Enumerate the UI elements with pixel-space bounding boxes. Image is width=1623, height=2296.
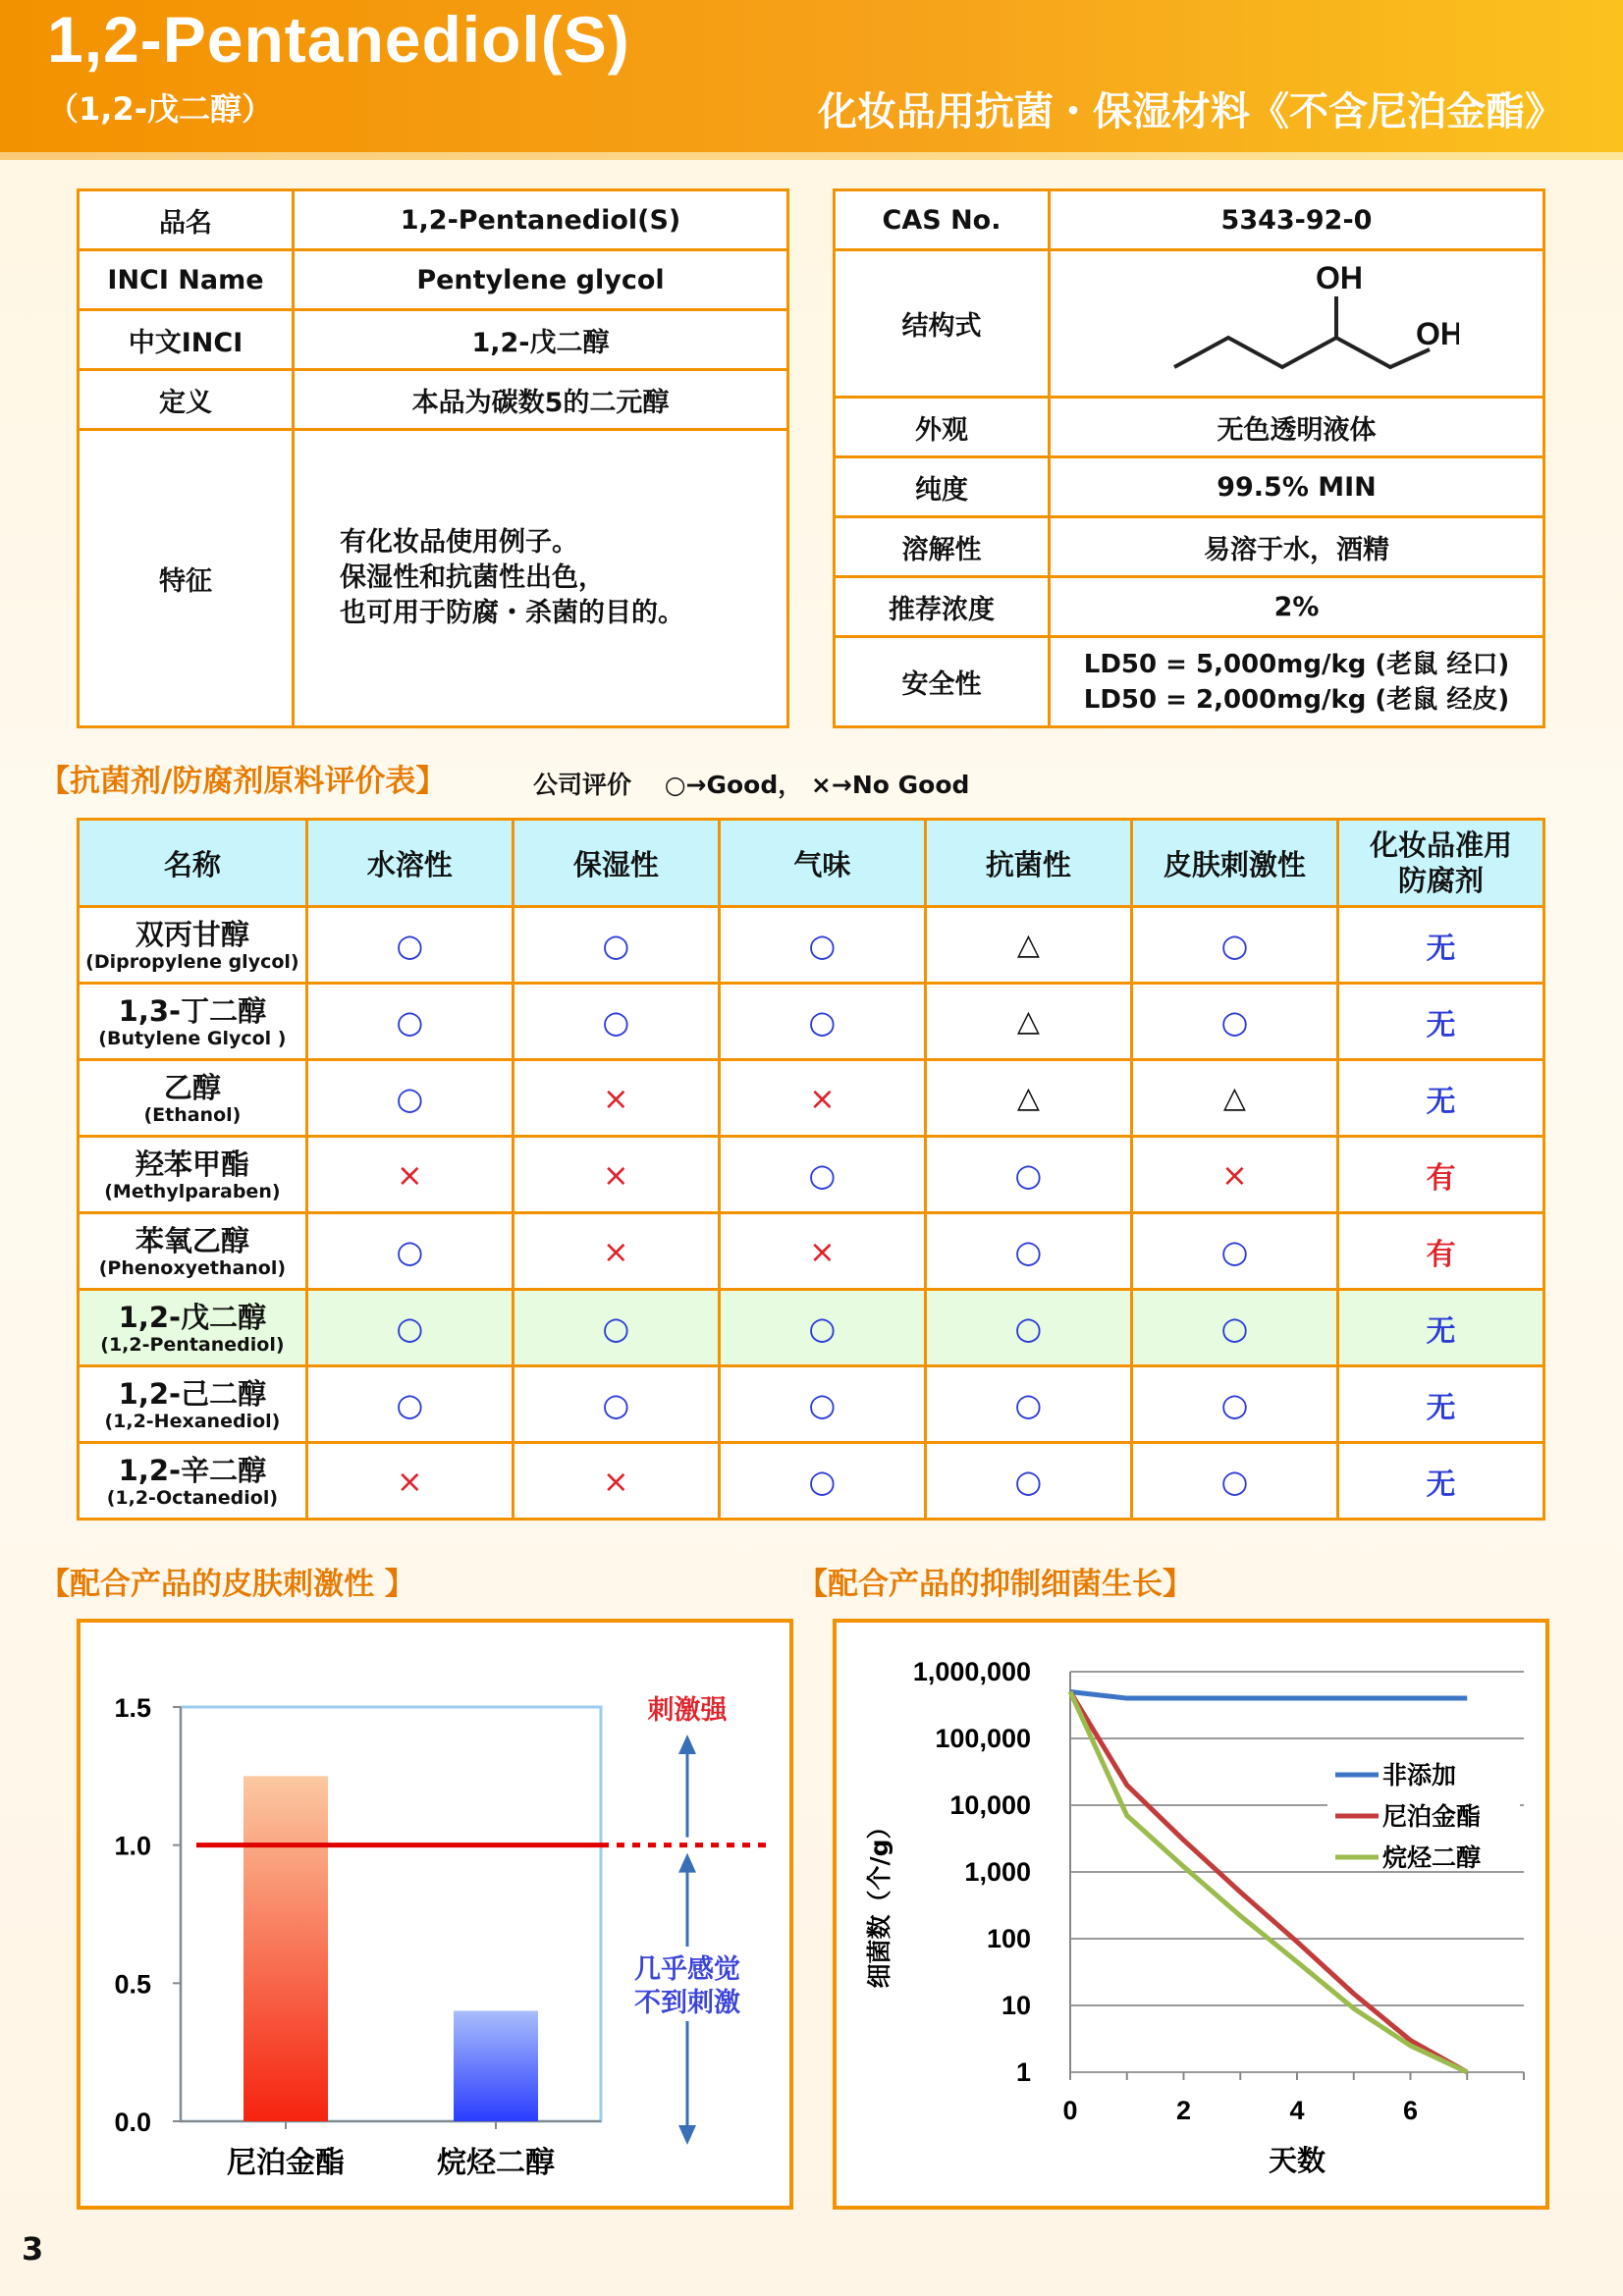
rating-cell: [1131, 1290, 1337, 1366]
eval-row: [79, 1137, 1544, 1213]
bacteria-line-chart: [837, 1623, 1545, 2206]
oh-label: OH: [1415, 316, 1459, 351]
rating-cell: [513, 984, 719, 1060]
rating-cell: [925, 1060, 1131, 1137]
safety-value: [1050, 637, 1544, 727]
preservative-cell: [1337, 1366, 1543, 1443]
ingredient-name: 乙醇: [163, 1070, 221, 1104]
rating-cell: [719, 1366, 925, 1443]
ingredient-name: 双丙甘醇: [135, 917, 249, 951]
preservative-cell: [1337, 1060, 1543, 1137]
rating-cell: [925, 1137, 1131, 1213]
rating-cell: [1131, 1137, 1337, 1213]
ingredient-name-cell: [79, 984, 307, 1060]
info-row: [835, 637, 1544, 727]
feature-text: [294, 430, 788, 727]
ingredient-name-cell: [79, 1213, 307, 1290]
info-row: [835, 457, 1544, 517]
safety-line: LD50 = 2,000mg/kg (老鼠 经皮): [1083, 684, 1510, 715]
rating-cell: [1131, 1213, 1337, 1290]
rating-cell: [306, 1060, 513, 1137]
preservative-cell: [1337, 1213, 1543, 1290]
info-key: 中文INCI: [79, 310, 294, 370]
rating-cell: [306, 1443, 513, 1520]
ingredient-name-cell: [79, 1137, 307, 1213]
rating-cell: [1131, 1366, 1337, 1443]
info-value: 无色透明液体: [1050, 398, 1544, 457]
rating-cell: [925, 1290, 1131, 1366]
rating-cell: [719, 1443, 925, 1520]
bacteria-chart-box: [833, 1619, 1549, 2210]
col-header: 气味: [719, 820, 925, 907]
rating-cell: [719, 1290, 925, 1366]
cross-nogood-mark: ×: [602, 1155, 629, 1194]
info-value: 1,2-Pentanediol(S): [294, 190, 788, 250]
triangle-mark: △: [1016, 1004, 1040, 1039]
page-tagline: 化妆品用抗菌・保湿材料《不含尼泊金酯》: [818, 89, 1564, 134]
rating-cell: [1131, 907, 1337, 984]
rating-cell: [513, 1366, 719, 1443]
ingredient-name: 苯氧乙醇: [135, 1223, 249, 1257]
col-header-line: 化妆品准用: [1369, 828, 1512, 862]
circle-good-mark: ○: [1220, 1002, 1249, 1041]
annotation-weak: 几乎感觉: [634, 1954, 740, 1985]
col-header: 保湿性: [513, 820, 719, 907]
rating-cell: [513, 1290, 719, 1366]
rating-cell: [306, 1366, 513, 1443]
y-tick-label: 1.5: [114, 1693, 151, 1723]
cross-nogood-mark: ×: [1221, 1155, 1248, 1194]
arrow-up-icon: [678, 1853, 696, 1873]
circle-good-mark: ○: [602, 1385, 630, 1423]
rating-cell: [1131, 1060, 1337, 1137]
header-strip: [0, 152, 1623, 160]
x-tick-label: 4: [1289, 2096, 1305, 2125]
circle-good-mark: ○: [1014, 1155, 1043, 1194]
info-row: [835, 517, 1544, 577]
preservative-cell: [1337, 984, 1543, 1060]
eval-header-row: [79, 820, 1544, 907]
rating-cell: [1131, 1443, 1337, 1520]
circle-good-mark: ○: [1014, 1308, 1043, 1347]
ingredient-name: 羟苯甲酯: [135, 1147, 249, 1181]
info-value: 5343-92-0: [1050, 190, 1544, 250]
preservative-cell: [1337, 1443, 1543, 1520]
ingredient-name-en: (1,2-Octanediol): [106, 1486, 279, 1509]
preservative-status: 有: [1426, 1160, 1456, 1196]
rating-cell: [925, 1366, 1131, 1443]
bacteria-chart-title: 【配合产品的抑制细菌生长】: [797, 1567, 1193, 1602]
y-tick-label: 10,000: [949, 1790, 1031, 1820]
circle-good-mark: ○: [1220, 1462, 1249, 1500]
feature-line: 保湿性和抗菌性出色，: [340, 562, 605, 593]
circle-good-mark: ○: [808, 1462, 837, 1500]
eval-legend-note: 公司评价 ○→Good， ×→No Good: [533, 771, 970, 799]
carbon-chain: [1174, 338, 1430, 367]
info-key: 外观: [835, 398, 1050, 457]
triangle-mark: △: [1016, 928, 1040, 962]
arrow-down-icon: [678, 2125, 696, 2145]
info-value: 易溶于水，酒精: [1050, 517, 1544, 577]
ingredient-name-en: (1,2-Pentanediol): [100, 1333, 285, 1356]
rating-cell: [719, 1213, 925, 1290]
circle-good-mark: ○: [396, 1002, 424, 1041]
preservative-status: 无: [1426, 931, 1456, 966]
ingredient-name-en: (Butylene Glycol ): [98, 1027, 287, 1049]
info-key: 安全性: [835, 637, 1050, 727]
irritation-chart-title: 【配合产品的皮肤刺激性 】: [39, 1567, 415, 1602]
rating-cell: [513, 1060, 719, 1137]
info-row: [835, 190, 1544, 250]
x-tick-label: 2: [1175, 2096, 1192, 2125]
eval-row: [79, 984, 1544, 1060]
rating-cell: [1131, 984, 1337, 1060]
info-key: 推荐浓度: [835, 577, 1050, 637]
y-tick-label: 1,000: [964, 1857, 1031, 1887]
rating-cell: [513, 1443, 719, 1520]
rating-cell: [306, 1290, 513, 1366]
rating-cell: [513, 1213, 719, 1290]
circle-good-mark: ○: [1014, 1385, 1043, 1423]
y-tick-label: 1,000,000: [912, 1657, 1031, 1686]
bar-paraben: [243, 1776, 328, 2121]
circle-good-mark: ○: [1220, 926, 1249, 964]
circle-good-mark: ○: [396, 1079, 424, 1117]
eval-row: [79, 907, 1544, 984]
circle-good-mark: ○: [602, 1308, 630, 1347]
cross-nogood-mark: ×: [602, 1462, 629, 1500]
rating-cell: [925, 984, 1131, 1060]
structure-formula: [1050, 250, 1544, 398]
info-key: 特征: [79, 430, 294, 727]
y-tick-label: 100: [986, 1924, 1031, 1953]
ingredient-name-en: (1,2-Hexanediol): [104, 1410, 281, 1432]
preservative-cell: [1337, 1290, 1543, 1366]
info-value: 1,2-戊二醇: [294, 310, 788, 370]
info-key: 纯度: [835, 457, 1050, 517]
col-header: 皮肤刺激性: [1131, 820, 1337, 907]
col-header: 抗菌性: [925, 820, 1131, 907]
cross-nogood-mark: ×: [602, 1232, 629, 1270]
safety-line: LD50 = 5,000mg/kg (老鼠 经口): [1083, 649, 1510, 679]
ingredient-name-cell: [79, 1443, 307, 1520]
info-row: [79, 250, 788, 310]
evaluation-table: [77, 818, 1545, 1521]
preservative-status: 有: [1426, 1237, 1456, 1272]
eval-row: [79, 1290, 1544, 1366]
x-tick-label: 6: [1402, 2096, 1419, 2125]
x-axis-label: 天数: [1268, 2144, 1326, 2177]
irritation-chart-box: [77, 1619, 793, 2210]
circle-good-mark: ○: [1220, 1308, 1249, 1347]
info-row: [835, 250, 1544, 398]
ingredient-name-cell: [79, 1060, 307, 1137]
ingredient-name-cell: [79, 907, 307, 984]
col-header: [1337, 820, 1543, 907]
info-key: CAS No.: [835, 190, 1050, 250]
preservative-status: 无: [1426, 1467, 1456, 1502]
col-header-line: 防腐剂: [1397, 864, 1484, 897]
rating-cell: [306, 907, 513, 984]
eval-row: [79, 1443, 1544, 1520]
preservative-status: 无: [1426, 1084, 1456, 1119]
preservative-status: 无: [1426, 1313, 1456, 1349]
legend-label: 烷烃二醇: [1382, 1843, 1482, 1872]
ingredient-name: 1,2-己二醇: [118, 1376, 267, 1411]
rating-cell: [719, 1060, 925, 1137]
ingredient-name: 1,2-戊二醇: [118, 1300, 267, 1334]
ingredient-name: 1,3-丁二醇: [118, 993, 267, 1028]
y-tick-label: 100,000: [935, 1724, 1031, 1753]
page-number: 3: [22, 2230, 44, 2268]
rating-cell: [719, 1137, 925, 1213]
rating-cell: [719, 984, 925, 1060]
series-line-2: [1070, 1691, 1467, 2072]
info-value: 本品为碳数5的二元醇: [294, 370, 788, 430]
series-line-1: [1070, 1691, 1467, 1698]
preservative-cell: [1337, 1137, 1543, 1213]
preservative-cell: [1337, 907, 1543, 984]
rating-cell: [925, 1213, 1131, 1290]
circle-good-mark: ○: [396, 926, 424, 964]
feature-line: 也可用于防腐・杀菌的目的。: [340, 598, 684, 628]
circle-good-mark: ○: [396, 1385, 424, 1423]
ingredient-name-en: (Methylparaben): [104, 1180, 281, 1202]
circle-good-mark: ○: [1220, 1232, 1249, 1270]
circle-good-mark: ○: [808, 1002, 837, 1041]
circle-good-mark: ○: [1014, 1232, 1043, 1270]
x-category-label: 烷烃二醇: [437, 2146, 555, 2180]
property-table: [833, 188, 1545, 728]
info-key: 溶解性: [835, 517, 1050, 577]
y-tick-label: 0.5: [114, 1969, 151, 2000]
info-row: [79, 190, 788, 250]
info-row: [79, 370, 788, 430]
feature-line: 有化妆品使用例子。: [340, 527, 578, 558]
circle-good-mark: ○: [1220, 1385, 1249, 1423]
rating-cell: [513, 907, 719, 984]
y-tick-label: 1.0: [114, 1831, 151, 1861]
circle-good-mark: ○: [602, 926, 630, 964]
legend-label: 非添加: [1382, 1761, 1457, 1789]
structural-formula-diagram: [1135, 251, 1459, 389]
info-key: INCI Name: [79, 250, 294, 310]
info-row: [835, 577, 1544, 637]
y-tick-label: 10: [1001, 1991, 1031, 2020]
info-value: 2%: [1050, 577, 1544, 637]
ingredient-name-cell: [79, 1290, 307, 1366]
cross-nogood-mark: ×: [602, 1079, 629, 1117]
preservative-status: 无: [1426, 1007, 1456, 1042]
rating-cell: [513, 1137, 719, 1213]
ingredient-name-cell: [79, 1366, 307, 1443]
eval-body: [79, 907, 1544, 1520]
irritation-bar-chart: [81, 1623, 789, 2206]
y-tick-label: 0.0: [114, 2108, 151, 2137]
x-tick-label: 0: [1062, 2096, 1078, 2125]
triangle-mark: △: [1016, 1081, 1040, 1115]
page-title: 1,2-Pentanediol(S): [47, 3, 630, 76]
ingredient-name-en: (Phenoxyethanol): [98, 1256, 287, 1279]
triangle-mark: △: [1222, 1081, 1246, 1115]
eval-row: [79, 1060, 1544, 1137]
page-subtitle: （1,2-戊二醇）: [47, 90, 273, 128]
rating-cell: [306, 1213, 513, 1290]
info-key: 结构式: [835, 250, 1050, 398]
circle-good-mark: ○: [808, 1308, 837, 1347]
info-row: [79, 310, 788, 370]
x-category-label: 尼泊金酯: [227, 2146, 345, 2180]
ingredient-name: 1,2-辛二醇: [118, 1453, 267, 1487]
circle-good-mark: ○: [396, 1232, 424, 1270]
y-axis-label: 细菌数（个/g）: [865, 1814, 893, 1989]
circle-good-mark: ○: [396, 1308, 424, 1347]
circle-good-mark: ○: [1014, 1462, 1043, 1500]
circle-good-mark: ○: [808, 1385, 837, 1423]
eval-row: [79, 1366, 1544, 1443]
oh-label: OH: [1315, 260, 1363, 295]
circle-good-mark: ○: [808, 1155, 837, 1194]
bar-alkanediol: [454, 2010, 538, 2121]
info-value: 99.5% MIN: [1050, 457, 1544, 517]
rating-cell: [719, 907, 925, 984]
cross-nogood-mark: ×: [808, 1079, 836, 1117]
circle-good-mark: ○: [808, 926, 837, 964]
info-key: 品名: [79, 190, 294, 250]
preservative-status: 无: [1426, 1390, 1456, 1425]
circle-good-mark: ○: [602, 1002, 630, 1041]
annotation-strong: 刺激强: [647, 1695, 728, 1726]
series-line-3: [1070, 1691, 1467, 2072]
col-header: 水溶性: [306, 820, 513, 907]
legend-label: 尼泊金酯: [1382, 1802, 1482, 1831]
col-header: 名称: [79, 820, 307, 907]
annotation-weak: 不到刺激: [634, 1988, 740, 2018]
eval-row: [79, 1213, 1544, 1290]
rating-cell: [925, 907, 1131, 984]
ingredient-name-en: (Dipropylene glycol): [85, 950, 299, 973]
product-info-table: [77, 188, 789, 728]
rating-cell: [306, 984, 513, 1060]
info-row: [835, 398, 1544, 457]
cross-nogood-mark: ×: [396, 1155, 423, 1194]
info-row: [79, 430, 788, 727]
cross-nogood-mark: ×: [396, 1462, 423, 1500]
eval-section-title: 【抗菌剂/防腐剂原料评价表】: [39, 764, 447, 799]
y-tick-label: 1: [1015, 2057, 1031, 2087]
rating-cell: [306, 1137, 513, 1213]
arrow-up-icon: [678, 1735, 696, 1754]
rating-cell: [925, 1443, 1131, 1520]
info-value: Pentylene glycol: [294, 250, 788, 310]
cross-nogood-mark: ×: [808, 1232, 836, 1270]
ingredient-name-en: (Ethanol): [143, 1103, 242, 1126]
info-key: 定义: [79, 370, 294, 430]
